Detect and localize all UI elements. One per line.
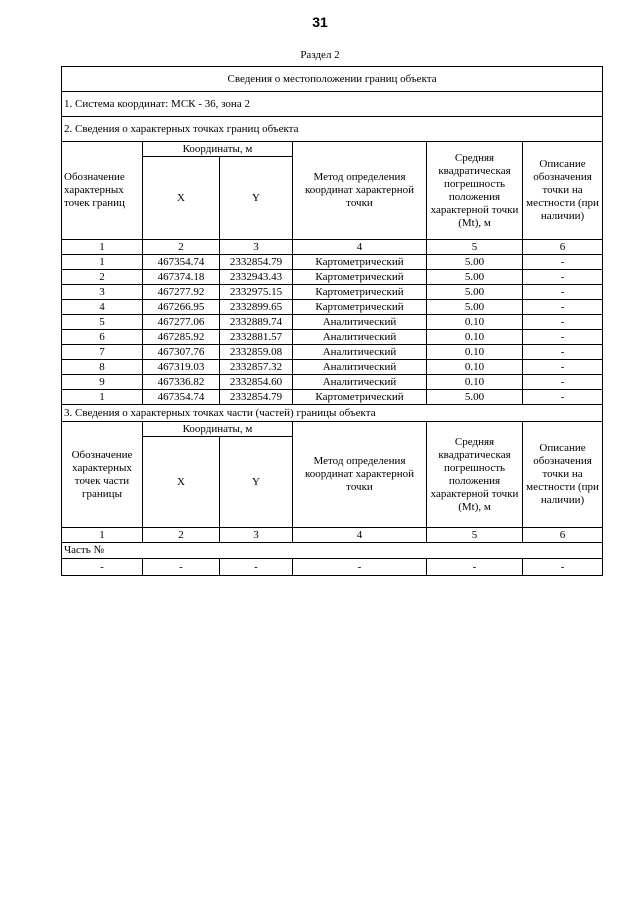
table-title: Сведения о местоположении границ объекта xyxy=(62,67,603,92)
table-cell: - xyxy=(523,345,603,360)
part3-col-designation: Обозначение характерных точек части границы xyxy=(62,422,143,528)
table-cell: - xyxy=(523,285,603,300)
table-cell: 2332943.43 xyxy=(220,270,293,285)
table-cell: 467319.03 xyxy=(143,360,220,375)
table-row xyxy=(62,315,603,330)
table-cell: - xyxy=(523,360,603,375)
table-cell: 6 xyxy=(62,330,143,345)
table-cell: Картометрический xyxy=(293,300,427,315)
table-cell: 5 xyxy=(62,315,143,330)
table-cell: - xyxy=(220,559,293,576)
table-cell: 5.00 xyxy=(427,255,523,270)
table-cell: 0.10 xyxy=(427,315,523,330)
table-row xyxy=(62,375,603,390)
table-row xyxy=(62,285,603,300)
table-cell: 9 xyxy=(62,375,143,390)
part2-col-method: Метод определения координат характерной точки xyxy=(293,142,427,240)
table-cell: Картометрический xyxy=(293,285,427,300)
table-cell: 7 xyxy=(62,345,143,360)
table-cell: 0.10 xyxy=(427,360,523,375)
column-number: 3 xyxy=(220,240,293,255)
part3-heading: 3. Сведения о характерных точках части (частей) границы объекта xyxy=(62,405,603,422)
table-cell: 467285.92 xyxy=(143,330,220,345)
table-cell: Картометрический xyxy=(293,270,427,285)
column-number: 2 xyxy=(143,528,220,543)
table-row xyxy=(62,330,603,345)
column-number: 1 xyxy=(62,528,143,543)
table-cell: 2332975.15 xyxy=(220,285,293,300)
table-cell: Аналитический xyxy=(293,315,427,330)
table-cell: 467354.74 xyxy=(143,255,220,270)
table-cell: 2332854.60 xyxy=(220,375,293,390)
table-cell: Аналитический xyxy=(293,345,427,360)
column-number: 2 xyxy=(143,240,220,255)
table-cell: 0.10 xyxy=(427,345,523,360)
table-cell: Картометрический xyxy=(293,390,427,405)
table-cell: - xyxy=(523,255,603,270)
part2-col-coords: Координаты, м xyxy=(143,142,293,157)
table-cell: 0.10 xyxy=(427,375,523,390)
table-cell: 5.00 xyxy=(427,300,523,315)
table-cell: 0.10 xyxy=(427,330,523,345)
table-cell: 2332854.79 xyxy=(220,255,293,270)
column-number: 4 xyxy=(293,240,427,255)
table-cell: - xyxy=(523,559,603,576)
table-cell: 2332854.79 xyxy=(220,390,293,405)
coordinate-system: 1. Система координат: МСК - 36, зона 2 xyxy=(62,92,603,117)
table-cell: 467374.18 xyxy=(143,270,220,285)
table-cell: - xyxy=(523,375,603,390)
part3-col-y: Y xyxy=(220,437,293,528)
table-row xyxy=(62,300,603,315)
table-cell: - xyxy=(62,559,143,576)
table-cell: - xyxy=(427,559,523,576)
table-cell: 5.00 xyxy=(427,285,523,300)
table-cell: 1 xyxy=(62,390,143,405)
table-cell: 1 xyxy=(62,255,143,270)
table-cell: 2332859.08 xyxy=(220,345,293,360)
part2-col-designation: Обозначение характерных точек границ xyxy=(62,142,143,240)
part2-col-x: X xyxy=(143,157,220,240)
table-cell: - xyxy=(523,300,603,315)
table-cell: 8 xyxy=(62,360,143,375)
part3-col-error: Средняя квадратическая погрешность положения характерной точки (Mt), м xyxy=(427,422,523,528)
part2-col-description: Описание обозначения точки на местности (при наличии) xyxy=(523,142,603,240)
column-number: 6 xyxy=(523,240,603,255)
part3-col-method: Метод определения координат характерной точки xyxy=(293,422,427,528)
table-cell: 467307.76 xyxy=(143,345,220,360)
table-cell: - xyxy=(523,270,603,285)
table-cell: 2332889.74 xyxy=(220,315,293,330)
table-row xyxy=(62,559,603,576)
section-label: Раздел 2 xyxy=(300,49,340,61)
column-number: 5 xyxy=(427,240,523,255)
table-cell: Аналитический xyxy=(293,330,427,345)
table-cell: 5.00 xyxy=(427,390,523,405)
column-number: 5 xyxy=(427,528,523,543)
table-cell: - xyxy=(523,315,603,330)
table-cell: 467354.74 xyxy=(143,390,220,405)
boundary-table xyxy=(61,66,603,576)
part2-col-error: Средняя квадратическая погрешность положения характерной точки (Mt), м xyxy=(427,142,523,240)
table-cell: 2 xyxy=(62,270,143,285)
table-cell: Аналитический xyxy=(293,360,427,375)
table-cell: - xyxy=(523,390,603,405)
page-number: 31 xyxy=(312,14,328,30)
table-cell: 467336.82 xyxy=(143,375,220,390)
part2-heading: 2. Сведения о характерных точках границ объекта xyxy=(62,117,603,142)
part3-column-numbers xyxy=(62,528,603,543)
column-number: 3 xyxy=(220,528,293,543)
table-cell: 467266.95 xyxy=(143,300,220,315)
table-cell: Аналитический xyxy=(293,375,427,390)
part-number-label: Часть № xyxy=(62,543,603,559)
part2-column-numbers xyxy=(62,240,603,255)
table-cell: - xyxy=(143,559,220,576)
table-cell: 2332857.32 xyxy=(220,360,293,375)
part3-col-description: Описание обозначения точки на местности (при наличии) xyxy=(523,422,603,528)
column-number: 1 xyxy=(62,240,143,255)
table-cell: 467277.06 xyxy=(143,315,220,330)
part3-col-x: X xyxy=(143,437,220,528)
table-cell: 2332899.65 xyxy=(220,300,293,315)
part2-col-y: Y xyxy=(220,157,293,240)
table-row xyxy=(62,345,603,360)
table-cell: - xyxy=(523,330,603,345)
table-cell: 2332881.57 xyxy=(220,330,293,345)
table-row xyxy=(62,255,603,270)
column-number: 4 xyxy=(293,528,427,543)
part3-col-coords: Координаты, м xyxy=(143,422,293,437)
table-row xyxy=(62,360,603,375)
table-cell: 5.00 xyxy=(427,270,523,285)
table-cell: 4 xyxy=(62,300,143,315)
table-row xyxy=(62,390,603,405)
table-row xyxy=(62,270,603,285)
table-cell: 467277.92 xyxy=(143,285,220,300)
column-number: 6 xyxy=(523,528,603,543)
table-cell: 3 xyxy=(62,285,143,300)
table-cell: Картометрический xyxy=(293,255,427,270)
table-cell: - xyxy=(293,559,427,576)
